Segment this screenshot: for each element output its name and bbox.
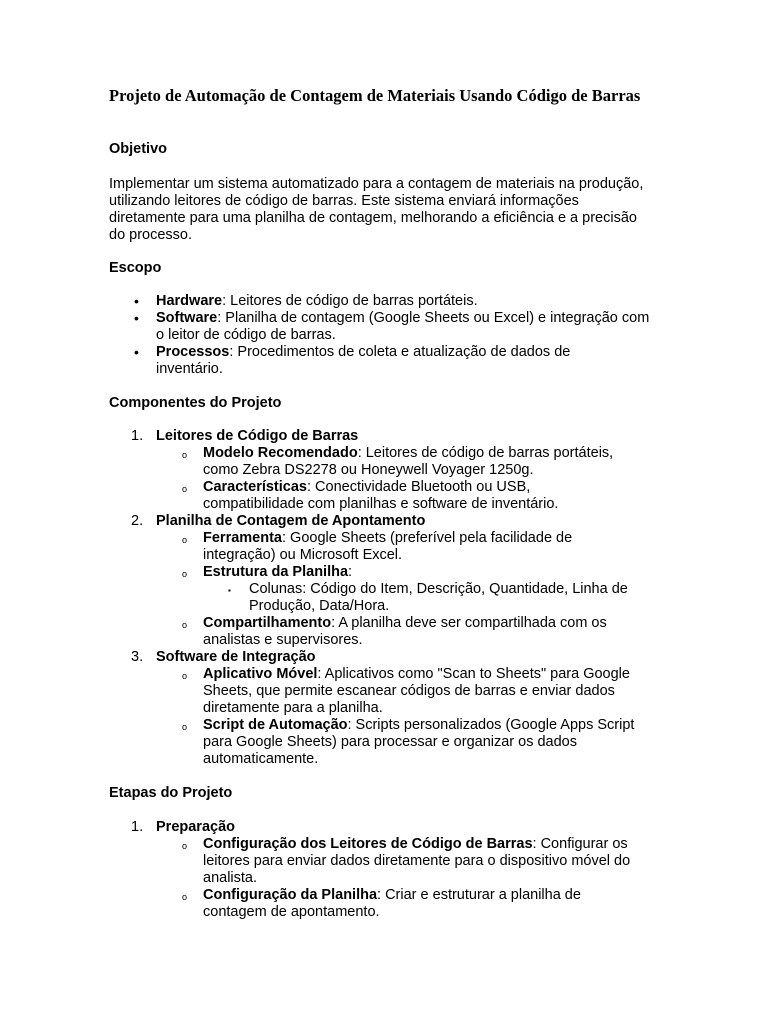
- sub-item: [182, 530, 613, 564]
- item-number: 1.: [131, 819, 144, 835]
- list-item: [134, 293, 656, 310]
- item-label: Configuração da Planilha: [203, 887, 378, 903]
- circle-marker: o: [182, 569, 188, 579]
- square-marker: ▪: [228, 586, 231, 595]
- item-text: :: [348, 564, 353, 580]
- item-text: : Scripts personalizados (Google Apps Script para Google Sheets) para processar e organizar os dados automaticamente.: [203, 717, 635, 767]
- item-number: 1.: [131, 428, 144, 444]
- numbered-item: [131, 649, 636, 666]
- item-number: 2.: [131, 513, 144, 529]
- circle-marker: o: [182, 535, 188, 545]
- circle-marker: o: [182, 450, 188, 460]
- bullet-marker: •: [134, 344, 139, 360]
- list-item: [134, 310, 656, 344]
- item-label: Software: [156, 310, 218, 326]
- circle-marker: o: [182, 671, 188, 681]
- item-text: : Google Sheets (preferível pela facilidade de integração) ou Microsoft Excel.: [203, 530, 573, 563]
- item-label: Compartilhamento: [203, 615, 332, 631]
- sub-item: [182, 836, 663, 887]
- circle-marker: o: [182, 484, 188, 494]
- sub-item: [182, 445, 648, 479]
- item-text: : Criar e estruturar a planilha de contagem de apontamento.: [203, 887, 581, 920]
- item-label: Software de Integração: [156, 649, 316, 665]
- numbered-item: [131, 513, 636, 530]
- item-label: Configuração dos Leitores de Código de Barras: [203, 836, 533, 852]
- sub-item: [182, 717, 658, 768]
- item-text: : Leitores de código de barras portáteis.: [222, 293, 478, 309]
- item-text: : Configurar os leitores para enviar dados diretamente para o dispositivo móvel do analista.: [203, 836, 631, 886]
- bullet-marker: •: [134, 293, 139, 309]
- item-label: Ferramenta: [203, 530, 282, 546]
- item-label: Script de Automação: [203, 717, 348, 733]
- item-text: : Leitores de código de barras portáteis, como Zebra DS2278 ou Honeywell Voyager 1250g.: [203, 445, 614, 478]
- sub-item: [182, 666, 658, 717]
- item-label: Preparação: [156, 819, 235, 835]
- circle-marker: o: [182, 620, 188, 630]
- heading-etapas: Etapas do Projeto: [109, 785, 233, 801]
- circle-marker: o: [182, 892, 188, 902]
- sub-item: [182, 479, 603, 513]
- numbered-item: [131, 428, 636, 445]
- item-text: : Procedimentos de coleta e atualização de dados de inventário.: [156, 344, 571, 377]
- list-item: [134, 344, 616, 378]
- sub-item: [182, 615, 648, 649]
- item-text: : Conectividade Bluetooth ou USB, compatibilidade com planilhas e software de inventário.: [203, 479, 559, 512]
- bullet-marker: •: [134, 310, 139, 326]
- paragraph-objetivo: Implementar um sistema automatizado para a contagem de materiais na produção, utilizando leitores de código de barras. Este sistema enviará informações diretamente para uma planilha de contagem, melhorando a eficiência e a precisão do processo.: [109, 176, 644, 243]
- item-label: Hardware: [156, 293, 223, 309]
- heading-componentes: Componentes do Projeto: [109, 395, 282, 411]
- item-text: : A planilha deve ser compartilhada com os analistas e supervisores.: [203, 615, 607, 648]
- sub-item: [182, 887, 623, 921]
- document-title: Projeto de Automação de Contagem de Materiais Usando Código de Barras: [109, 86, 641, 105]
- item-label: Estrutura da Planilha: [203, 564, 349, 580]
- heading-objetivo: Objetivo: [109, 141, 168, 157]
- circle-marker: o: [182, 841, 188, 851]
- circle-marker: o: [182, 722, 188, 732]
- item-label: Leitores de Código de Barras: [156, 428, 359, 444]
- item-text: Colunas: Código do Item, Descrição, Quantidade, Linha de Produção, Data/Hora.: [249, 581, 628, 614]
- item-number: 3.: [131, 649, 144, 665]
- heading-escopo: Escopo: [109, 260, 162, 276]
- numbered-item: [131, 819, 636, 836]
- sub-item: [182, 564, 613, 581]
- item-text: : Aplicativos como "Scan to Sheets" para Google Sheets, que permite escanear códigos de barras e enviar dados diretamente para a planilha.: [203, 666, 630, 716]
- sub-sub-item: [228, 581, 669, 615]
- item-text: : Planilha de contagem (Google Sheets ou Excel) e integração com o leitor de código de barras.: [156, 310, 650, 343]
- item-label: Características: [203, 479, 307, 495]
- item-label: Aplicativo Móvel: [203, 666, 318, 682]
- item-label: Modelo Recomendado: [203, 445, 358, 461]
- item-label: Planilha de Contagem de Apontamento: [156, 513, 426, 529]
- item-label: Processos: [156, 344, 230, 360]
